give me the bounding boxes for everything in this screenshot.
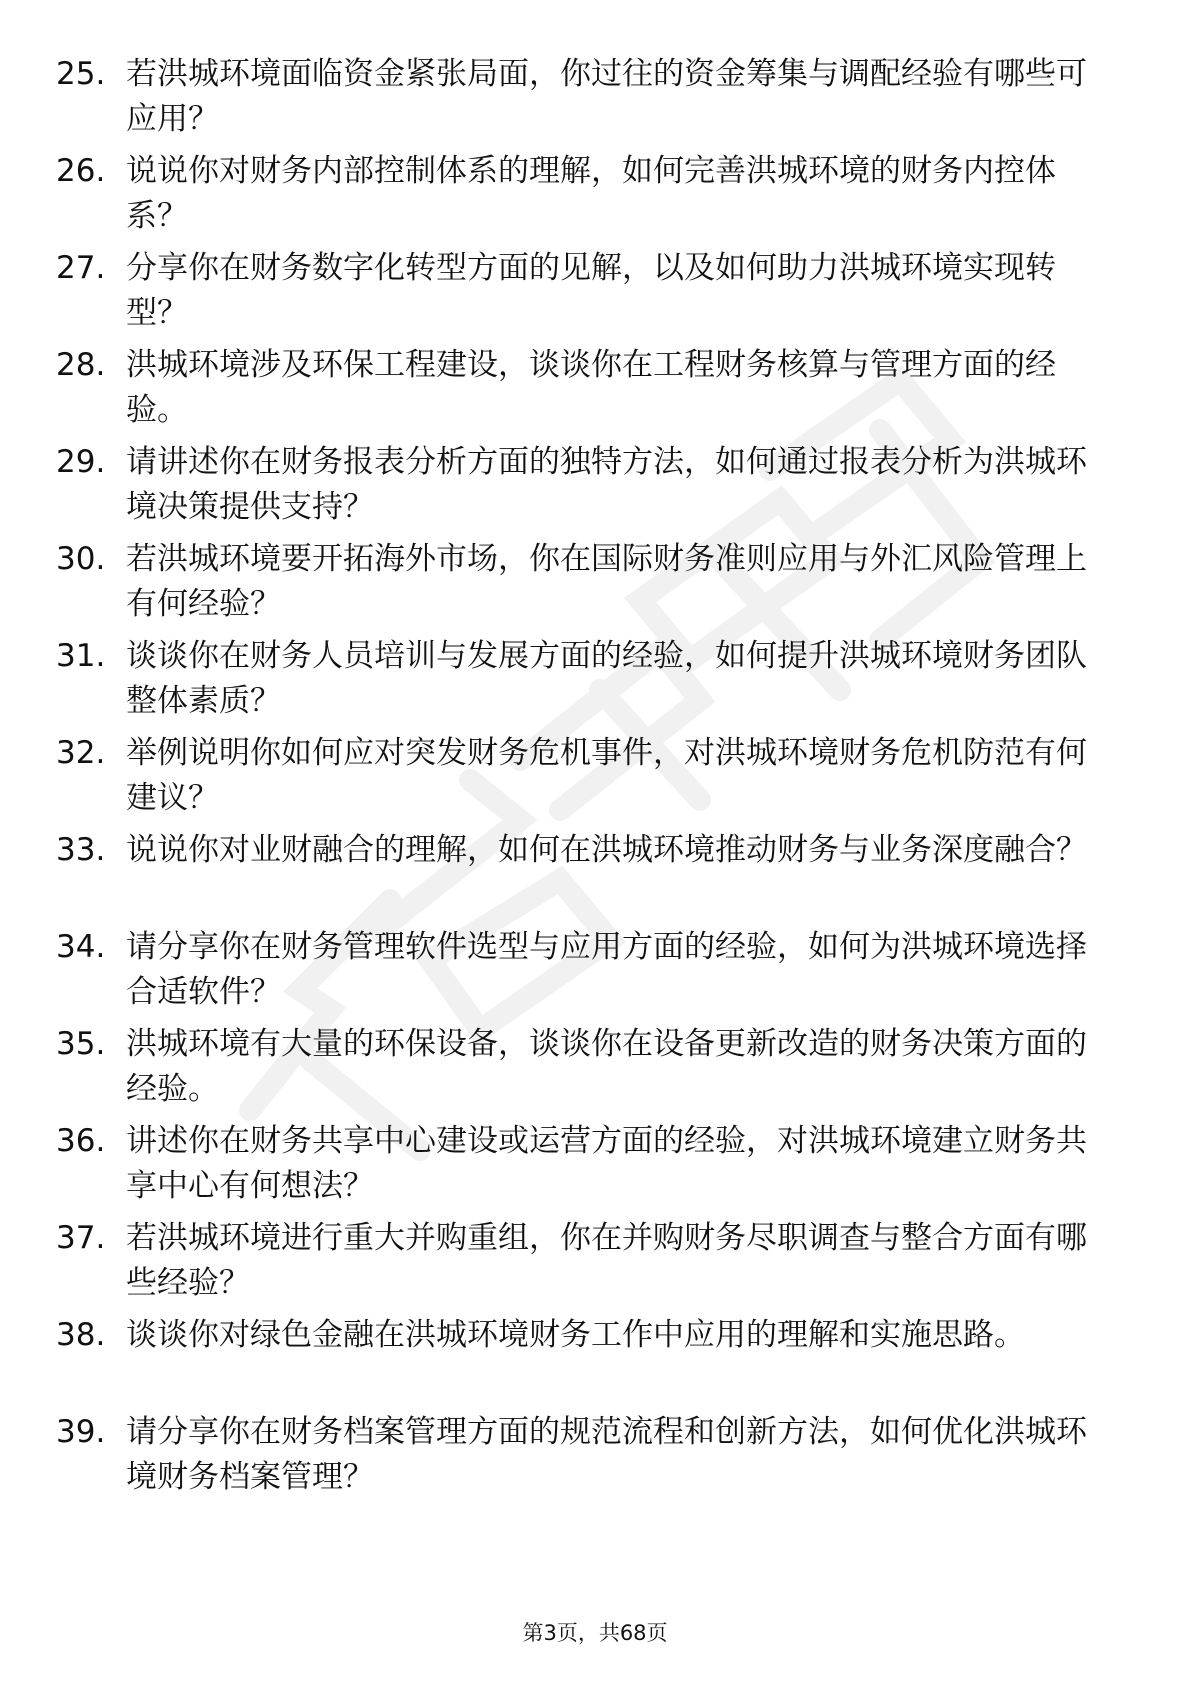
question-item (0, 731, 1190, 828)
question-text: 分享你在财务数字化转型方面的见解，以及如何助力洪城环境实现转型？ (126, 250, 1056, 331)
question-item (0, 1119, 1190, 1216)
question-text: 请讲述你在财务报表分析方面的独特方法，如何通过报表分析为洪城环境决策提供支持？ (126, 444, 1087, 525)
question-number: 25. (56, 56, 106, 92)
question-text: 若洪城环境进行重大并购重组，你在并购财务尽职调查与整合方面有哪些经验？ (126, 1220, 1087, 1301)
question-text: 洪城环境涉及环保工程建设，谈谈你在工程财务核算与管理方面的经验。 (126, 347, 1056, 428)
question-item (0, 828, 1190, 925)
question-number: 39. (56, 1414, 106, 1450)
question-item (0, 1410, 1190, 1507)
question-number: 32. (56, 735, 106, 771)
question-text: 讲述你在财务共享中心建设或运营方面的经验，对洪城环境建立财务共享中心有何想法？ (126, 1123, 1087, 1204)
question-item (0, 343, 1190, 440)
question-number: 26. (56, 153, 106, 189)
question-text: 说说你对财务内部控制体系的理解，如何完善洪城环境的财务内控体系？ (126, 153, 1056, 234)
question-item (0, 537, 1190, 634)
question-item (0, 149, 1190, 246)
question-number: 37. (56, 1220, 106, 1256)
question-list (0, 52, 1190, 1507)
question-item (0, 1022, 1190, 1119)
question-item (0, 1216, 1190, 1313)
question-item (0, 440, 1190, 537)
question-text: 若洪城环境面临资金紧张局面，你过往的资金筹集与调配经验有哪些可应用？ (126, 56, 1087, 137)
question-text: 请分享你在财务管理软件选型与应用方面的经验，如何为洪城环境选择合适软件？ (126, 929, 1087, 1010)
question-number: 36. (56, 1123, 106, 1159)
question-text: 若洪城环境要开拓海外市场，你在国际财务准则应用与外汇风险管理上有何经验？ (126, 541, 1087, 622)
question-text: 谈谈你在财务人员培训与发展方面的经验，如何提升洪城环境财务团队整体素质？ (126, 638, 1087, 719)
question-number: 34. (56, 929, 106, 965)
question-text: 谈谈你对绿色金融在洪城环境财务工作中应用的理解和实施思路。 (126, 1317, 1025, 1353)
question-number: 38. (56, 1317, 106, 1353)
question-item (0, 925, 1190, 1022)
question-item (0, 52, 1190, 149)
question-text: 请分享你在财务档案管理方面的规范流程和创新方法，如何优化洪城环境财务档案管理？ (126, 1414, 1087, 1495)
question-number: 35. (56, 1026, 106, 1062)
question-item (0, 1313, 1190, 1410)
question-text: 说说你对业财融合的理解，如何在洪城环境推动财务与业务深度融合？ (126, 832, 1087, 868)
question-number: 29. (56, 444, 106, 480)
question-number: 28. (56, 347, 106, 383)
page-footer: 第3页，共68页 (522, 1621, 668, 1645)
question-text: 举例说明你如何应对突发财务危机事件，对洪城环境财务危机防范有何建议？ (126, 735, 1087, 816)
question-number: 30. (56, 541, 106, 577)
question-item (0, 246, 1190, 343)
question-number: 27. (56, 250, 106, 286)
question-number: 33. (56, 832, 106, 868)
question-text: 洪城环境有大量的环保设备，谈谈你在设备更新改造的财务决策方面的经验。 (126, 1026, 1087, 1107)
question-item (0, 634, 1190, 731)
question-number: 31. (56, 638, 106, 674)
